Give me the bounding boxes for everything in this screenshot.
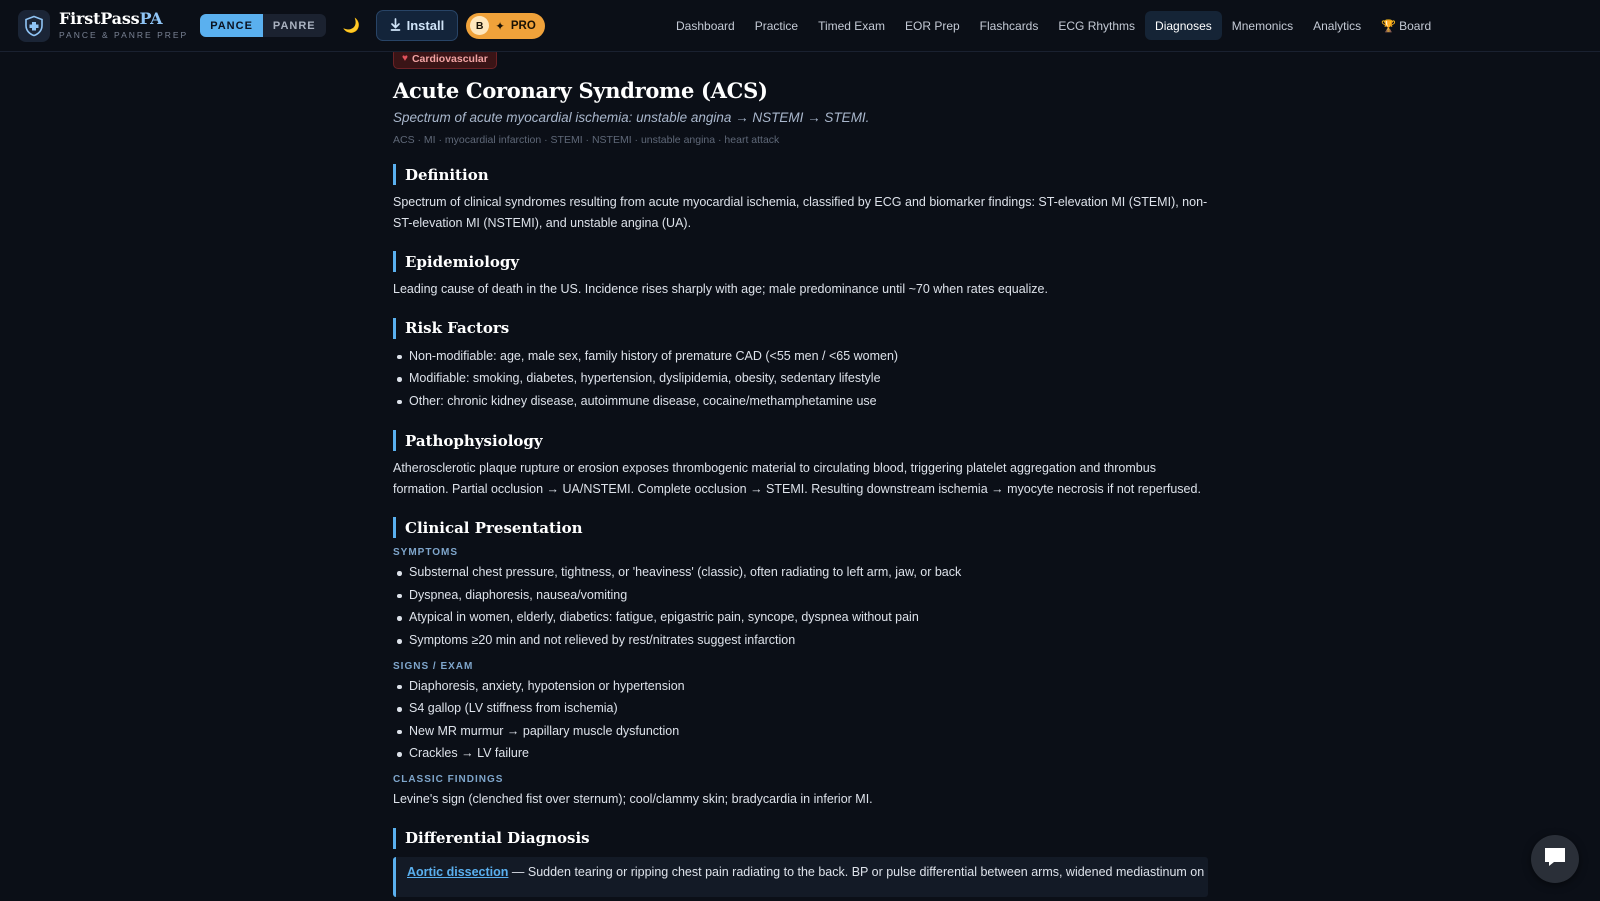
pathophysiology-text: Atherosclerotic plaque rupture or erosion exposes thrombogenic material to circulating blood, triggering platelet aggregation and thrombus formation. Partial occlusion → UA/NSTEMI. Complete occlusion → STEMI. Resulting downstream ischemia → myocyte necrosis if not reperfused. (393, 461, 1201, 496)
list-item: New MR murmur → papillary muscle dysfunction (393, 720, 1208, 743)
differential-description: — Sudden tearing or ripping chest pain radiating to the back. BP or pulse differential between arms, widened mediastinum on (508, 864, 1205, 879)
section-title-definition: Definition (393, 164, 1208, 185)
epidemiology-text: Leading cause of death in the US. Incidence rises sharply with age; male predominance until ~70 when rates equalize. (393, 282, 1048, 296)
list-item: S4 gallop (LV stiffness from ischemia) (393, 697, 1208, 720)
classic-findings-heading: CLASSIC FINDINGS (393, 774, 504, 786)
moon-icon[interactable]: 🌙 (342, 17, 361, 33)
section-pathophysiology (393, 430, 1208, 499)
list-item: Diaphoresis, anxiety, hypotension or hypertension (393, 675, 1208, 698)
top-nav-bar (0, 0, 1600, 52)
sparkle-icon: ✦ (495, 20, 505, 33)
shield-logo-icon[interactable] (18, 10, 50, 42)
symptom-list (393, 561, 1208, 651)
trophy-icon: 🏆 (1381, 18, 1397, 33)
nav-timed-exam[interactable]: Timed Exam (818, 18, 885, 33)
section-definition (393, 164, 1208, 233)
nav-board[interactable] (1371, 11, 1441, 40)
brand-subtitle: PANCE & PANRE PREP (59, 30, 189, 41)
definition-text: Spectrum of clinical syndromes resulting from acute myocardial ischemia, classified by ECG and biomarker findings: ST-elevation MI (STEMI), non-ST-elevation MI (NSTEMI), and unstable angina (UA). (393, 195, 1208, 230)
signs-heading: SIGNS / EXAM (393, 660, 474, 672)
brand[interactable] (59, 11, 188, 40)
section-title-pathophysiology: Pathophysiology (393, 430, 1208, 451)
category-label: Cardiovascular (411, 52, 488, 65)
exam-option-pance[interactable]: PANCE (200, 14, 263, 37)
list-item: Dyspnea, diaphoresis, nausea/vomiting (393, 584, 1208, 607)
diagnosis-content (393, 48, 1208, 897)
list-item: Other: chronic kidney disease, autoimmune disease, cocaine/methamphetamine use (393, 390, 1208, 413)
nav-board-label: Board (1399, 18, 1432, 33)
nav-ecg-rhythms[interactable]: ECG Rhythms (1058, 18, 1136, 33)
avatar: B (470, 16, 489, 35)
install-label: Install (406, 18, 445, 33)
heart-icon: ♥ (402, 53, 408, 64)
nav-analytics[interactable]: Analytics (1313, 18, 1362, 33)
risk-factor-list (393, 345, 1208, 413)
chat-button[interactable] (1531, 835, 1579, 883)
list-item: Modifiable: smoking, diabetes, hypertension, dyslipidemia, obesity, sedentary lifestyle (393, 367, 1208, 390)
download-arrow-icon (390, 18, 401, 34)
nav-dashboard[interactable]: Dashboard (676, 18, 735, 33)
signs-list (393, 675, 1208, 765)
list-item: Crackles → LV failure (393, 742, 1208, 765)
section-risk-factors (393, 318, 1208, 413)
nav-diagnoses[interactable]: Diagnoses (1145, 11, 1222, 40)
differential-card (393, 857, 1208, 897)
section-title-differential-diagnosis: Differential Diagnosis (393, 828, 1208, 849)
section-title-clinical-presentation: Clinical Presentation (393, 517, 1208, 538)
section-title-epidemiology: Epidemiology (393, 251, 1208, 272)
nav-mnemonics[interactable]: Mnemonics (1231, 18, 1294, 33)
brand-name: FirstPassPA (59, 9, 163, 29)
exam-toggle (200, 14, 325, 37)
symptoms-heading: SYMPTOMS (393, 547, 459, 559)
list-item: Atypical in women, elderly, diabetics: fatigue, epigastric pain, syncope, dyspnea without pain (393, 606, 1208, 629)
section-title-risk-factors: Risk Factors (393, 318, 1208, 339)
classic-findings-text: Levine's sign (clenched fist over sternum); cool/clammy skin; bradycardia in inferior MI. (393, 792, 873, 807)
page-subtitle: Spectrum of acute myocardial ischemia: unstable angina → NSTEMI → STEMI. (393, 110, 870, 125)
list-item: Substernal chest pressure, tightness, or 'heaviness' (classic), often radiating to left arm, jaw, or back (393, 561, 1208, 584)
pro-button[interactable] (466, 13, 545, 39)
main-nav (666, 11, 1441, 40)
synonym-tags: ACS · MI · myocardial infarction · STEMI · NSTEMI · unstable angina · heart attack (393, 134, 780, 146)
list-item: Symptoms ≥20 min and not relieved by rest/nitrates suggest infarction (393, 629, 1208, 652)
chat-bubble-icon (1542, 845, 1568, 874)
section-differential-diagnosis (393, 828, 1208, 897)
list-item: Non-modifiable: age, male sex, family history of premature CAD (<55 men / <65 women) (393, 345, 1208, 368)
section-epidemiology (393, 251, 1208, 300)
install-button[interactable] (376, 10, 459, 41)
pro-label: PRO (510, 19, 536, 32)
nav-flashcards[interactable]: Flashcards (979, 18, 1039, 33)
differential-term-link[interactable]: Aortic dissection (407, 864, 509, 879)
page-title: Acute Coronary Syndrome (ACS) (393, 78, 768, 103)
section-clinical-presentation (393, 517, 1208, 809)
nav-eor-prep[interactable]: EOR Prep (904, 18, 960, 33)
exam-option-panre[interactable]: PANRE (272, 19, 316, 32)
nav-practice[interactable]: Practice (754, 18, 799, 33)
